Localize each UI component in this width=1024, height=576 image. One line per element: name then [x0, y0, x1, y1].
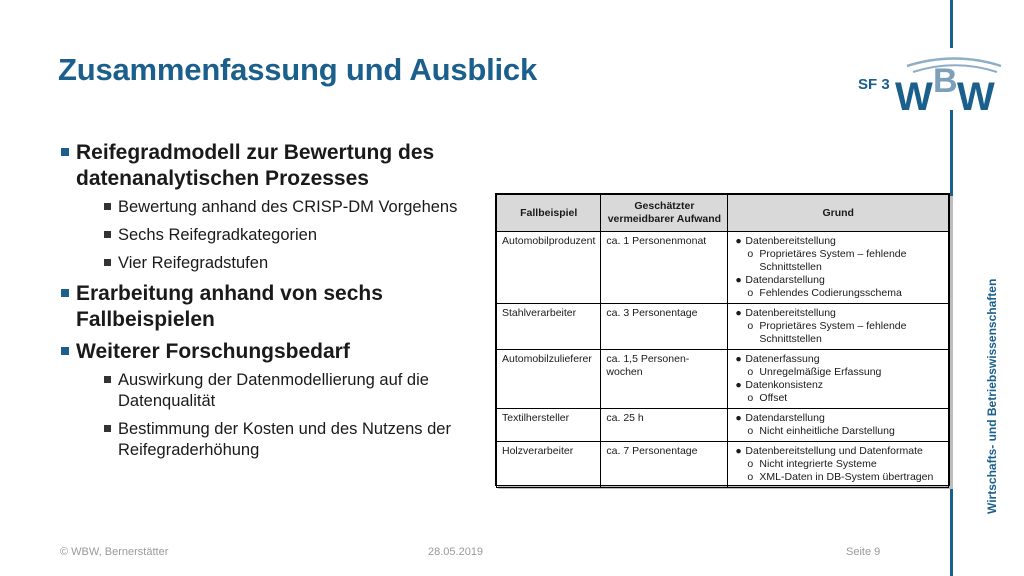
table-row: [497, 350, 949, 409]
cell-effort: ca. 1,5 Personen-wochen: [601, 350, 728, 409]
svg-text:B: B: [933, 62, 958, 100]
slide-title: Zusammenfassung und Ausblick: [58, 52, 538, 87]
case-table-frame: [495, 193, 950, 486]
cell-effort: ca. 7 Personentage: [601, 442, 728, 488]
cell-reason: [728, 304, 949, 350]
reason-main: Datenbereitstellung und Datenformate: [745, 445, 923, 457]
table-row: [497, 304, 949, 350]
footer-page-number: Seite 9: [846, 546, 881, 558]
bullet-item: [60, 281, 490, 333]
table-row: [497, 232, 949, 304]
cell-reason: [728, 409, 949, 442]
table-header-row: [497, 195, 949, 232]
dot-bullet-icon: ●: [735, 353, 742, 365]
cell-case: Textilhersteller: [497, 409, 601, 442]
divider-line-bottom: [950, 110, 953, 576]
reason-sub: Nicht einheitliche Darstellung: [759, 425, 895, 437]
side-label: Wirtschafts- und Betriebswissenschaften: [985, 278, 999, 514]
sub-bullet-item: Bestimmung der Kosten und des Nutzens der Reifegraderhöhung: [103, 419, 490, 461]
header-effort: Geschätzter vermeidbarer Aufwand: [601, 195, 728, 232]
reason-main: Datenerfassung: [745, 353, 820, 365]
cell-case: Automobilzulieferer: [497, 350, 601, 409]
reason-main: Datendarstellung: [745, 412, 825, 424]
reason-main: Datenkonsistenz: [745, 379, 824, 391]
bullet-text: Weiterer Forschungsbedarf: [76, 340, 350, 363]
case-table: [496, 194, 949, 488]
sub-bullet-item: Bewertung anhand des CRISP-DM Vorgehens: [103, 197, 490, 218]
reason-sub: Proprietäres System – fehlende Schnittstellen: [759, 248, 907, 273]
circle-bullet-icon: o: [747, 248, 754, 260]
cell-reason: [728, 442, 949, 488]
circle-bullet-icon: o: [747, 287, 754, 299]
sub-bullet-list: [103, 370, 490, 461]
dot-bullet-icon: ●: [735, 307, 742, 319]
bullet-text: Erarbeitung anhand von sechs Fallbeispielen: [76, 282, 383, 331]
reason-sub: Nicht integrierte Systeme: [759, 458, 877, 470]
cell-effort: ca. 3 Personentage: [601, 304, 728, 350]
reason-sub: Unregelmäßige Erfassung: [759, 366, 882, 378]
svg-text:W: W: [895, 75, 933, 118]
reason-main: Datenbereitstellung: [745, 235, 836, 247]
cell-reason: [728, 232, 949, 304]
circle-bullet-icon: o: [747, 320, 754, 332]
dot-bullet-icon: ●: [735, 379, 742, 391]
cell-reason: [728, 350, 949, 409]
dot-bullet-icon: ●: [735, 274, 742, 286]
cell-case: Holzverarbeiter: [497, 442, 601, 488]
reason-sub: Offset: [759, 392, 788, 404]
header-reason: Grund: [728, 195, 949, 232]
table-row: [497, 409, 949, 442]
circle-bullet-icon: o: [747, 425, 754, 437]
circle-bullet-icon: o: [747, 392, 754, 404]
cell-case: Stahlverarbeiter: [497, 304, 601, 350]
sub-bullet-item: Sechs Reifegradkategorien: [103, 225, 490, 246]
svg-text:W: W: [957, 75, 995, 118]
dot-bullet-icon: ●: [735, 235, 742, 247]
cell-case: Automobilproduzent: [497, 232, 601, 304]
sub-bullet-list: [103, 197, 490, 274]
cell-effort: ca. 25 h: [601, 409, 728, 442]
reason-sub: XML-Daten in DB-System übertragen: [759, 471, 934, 483]
wbw-logo: [893, 54, 1011, 118]
reason-main: Datenbereitstellung: [745, 307, 836, 319]
bullet-item: [60, 339, 490, 461]
circle-bullet-icon: o: [747, 458, 754, 470]
footer-date: 28.05.2019: [428, 546, 484, 558]
reason-main: Datendarstellung: [745, 274, 825, 286]
header-case: Fallbeispiel: [497, 195, 601, 232]
dot-bullet-icon: ●: [735, 445, 742, 457]
footer-copyright: © WBW, Bernerstätter: [60, 546, 169, 558]
bullet-item: [60, 140, 490, 274]
dot-bullet-icon: ●: [735, 412, 742, 424]
circle-bullet-icon: o: [747, 471, 754, 483]
divider-line-top: [950, 0, 953, 48]
sf-label: SF 3: [858, 76, 890, 93]
cell-effort: ca. 1 Personenmonat: [601, 232, 728, 304]
table-row: [497, 442, 949, 488]
circle-bullet-icon: o: [747, 366, 754, 378]
bullet-list: [60, 140, 490, 468]
reason-sub: Fehlendes Codierungsschema: [759, 287, 902, 299]
reason-sub: Proprietäres System – fehlende Schnittstellen: [759, 320, 907, 345]
sub-bullet-item: Vier Reifegradstufen: [103, 253, 490, 274]
sub-bullet-item: Auswirkung der Datenmodellierung auf die Datenqualität: [103, 370, 490, 412]
bullet-text: Reifegradmodell zur Bewertung des datenanalytischen Prozesses: [76, 141, 435, 190]
